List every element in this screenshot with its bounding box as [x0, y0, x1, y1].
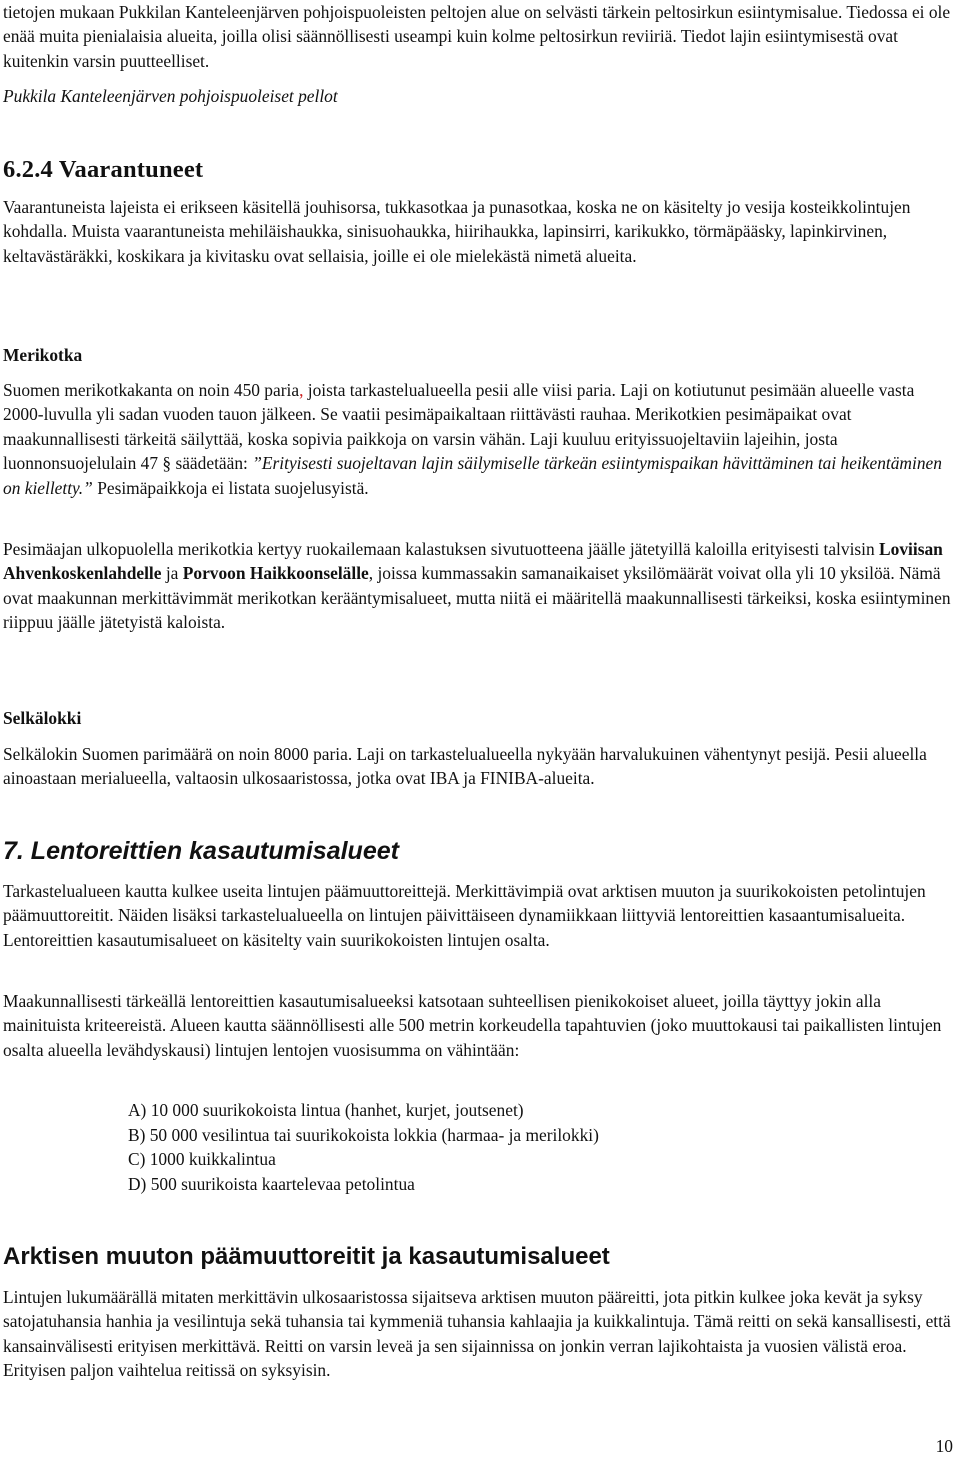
- merikotka-paragraph-1: [3, 378, 953, 500]
- intro-paragraph: [3, 0, 953, 73]
- merikotka-text-2: [3, 537, 953, 635]
- list-item: D) 500 suurikoista kaartelevaa petolintua: [128, 1173, 415, 1194]
- list-item: A) 10 000 suurikokoista lintua (hanhet, kurjet, joutsenet): [128, 1100, 524, 1120]
- text-segment: Pesimäajan ulkopuolella merikotkia kertyy ruokailemaan kalastuksen sivutuotteena jäälle jätetyillä kaloilla erityisesti talvisin: [3, 539, 880, 559]
- selkalokki-heading: Selkälokki: [3, 708, 82, 728]
- text-segment: joista tarkastelualueella pesii alle viisi paria. Laji on kotiutunut pesimään alueelle vasta 2000-luvulla yli sadan vuoden tauon jälkeen. Se vaatii pesimäpaikaltaan riittävästi rauhaa. Merikotkien pesimäpaikat ovat maakunnallisesti tärkeitä säilyttää, koska sopivia paikkoja on varsin vähän. Laji kuuluu erityissuojeltaviin lajeihin, josta luonnonsuojelulain 47 § säädetään:: [3, 380, 915, 474]
- arktinen-paragraph: [3, 1285, 953, 1383]
- section-6-2-4-body: [3, 195, 953, 268]
- text-segment: Suomen merikotkakanta on noin 450 paria: [3, 380, 300, 400]
- text-segment: ja: [161, 563, 183, 584]
- section-heading: 6.2.4 Vaarantuneet: [3, 156, 204, 183]
- selkalokki-text: Selkälokin Suomen parimäärä on noin 8000 paria. Laji on tarkastelualueella nykyään harvalukuinen vähentynyt pesijä. Pesii alueella ainoastaan merialueella, valtaosin ulkosaaristossa, jotka ovat IBA ja FINIBA-alueita.: [3, 744, 927, 789]
- merikotka-text-1: [3, 378, 953, 500]
- text-segment: , joissa kummassakin samanaikaiset yksilömäärät voivat olla yli 10 yksilöä. Nämä ovat maakunnan merkittävimmät merikotkan kerääntymisalueet, mutta niitä ei määritellä maakunnallisesti tärkeiksi, koska esiintyminen riippuu jäälle jätetyistä kaloista.: [3, 563, 951, 633]
- red-comma: ,: [299, 380, 304, 400]
- place-highlight: Porvoon Haikkoonselälle: [182, 563, 369, 584]
- selkalokki-heading-block: [3, 706, 953, 730]
- arktinen-heading-block: [3, 1242, 953, 1272]
- intro-text: tietojen mukaan Pukkilan Kanteleenjärven pohjoispuoleisten peltojen alue on selvästi tärkein peltosirkun esiintymisalue. Tiedossa ei ole enää muita pienialaisia alueita, joilla olisi säännöllisesti useampi kuin kolme peltosirkun reviiriä. Tiedot lajin esiintymisestä ovat kuitenkin varsin puutteelliset.: [3, 2, 951, 71]
- criteria-list: [128, 1098, 928, 1196]
- section-7-text-2: Maakunnallisesti tärkeällä lentoreittien kasautumisalueeksi katsotaan suhteellisen pienikokoiset alueet, joilla täyttyy jokin alla mainituista kriteereistä. Alueen kautta säännöllisesti alle 500 metrin korkeudella tapahtuvien (joko muuttokausi tai paikallisten lintujen osalta alueella levähdyskausi) lintujen lentojen vuosisumma on vähintään:: [3, 991, 942, 1060]
- selkalokki-paragraph: [3, 742, 953, 791]
- merikotka-paragraph-2: [3, 537, 953, 635]
- place-caption: [3, 84, 953, 108]
- section-7-heading: 7. Lentoreittien kasautumisalueet: [3, 837, 399, 865]
- place-highlight: Loviisan Ahvenkoskenlahdelle: [3, 539, 943, 584]
- list-item: B) 50 000 vesilintua tai suurikokoista lokkia (harmaa- ja merilokki): [128, 1124, 599, 1145]
- section-7-paragraph-2: [3, 989, 953, 1062]
- merikotka-heading: Merikotka: [3, 345, 83, 365]
- list-item: C) 1000 kuikkalintua: [128, 1149, 276, 1170]
- page-number: 10: [935, 1436, 953, 1456]
- law-quote: ”Erityisesti suojeltavan lajin säilymiselle tärkeän esiintymispaikan hävittäminen tai heikentäminen on kielletty.”: [3, 453, 942, 498]
- text-segment: Pesimäpaikkoja ei listata suojelusyistä.: [92, 477, 369, 498]
- arktinen-text: Lintujen lukumäärällä mitaten merkittävin ulkosaaristossa sijaitseva arktisen muuton pääreitti, jota pitkin kulkee joka kevät ja syksy satojatuhansia hanhia ja vesilintuja sekä tuhansia tai kymmeniä tuhansia kahlaajia ja kuikkalintuja. Tämä reitti on sekä kansallisesti, että kansainvälisesti erityisen merkittävä. Reitti on varsin leveä ja sen sijainnissa on jonkin verran lajikohtaista ja vuosien välistä eroa. Erityisen paljon vaihtelua reitissä on syksyisin.: [3, 1287, 951, 1381]
- section-text: Vaarantuneista lajeista ei erikseen käsitellä jouhisorsa, tukkasotkaa ja punasotkaa, koska ne on käsitelty jo vesija kosteikkolintujen kohdalla. Muista vaarantuneista mehiläishaukka, sinisuohaukka, hiirihaukka, lapinsirri, karikukko, törmäpääsky, lapinkirvinen, keltavästäräkki, koskikara ja kivitasku ovat sellaisia, joille ei ole mielekästä nimetä alueita.: [3, 197, 911, 266]
- section-7-text-1: Tarkastelualueen kautta kulkee useita lintujen päämuuttoreittejä. Merkittävimpiä ovat arktisen muuton ja suurikokoisten petolintujen päämuuttoreitit. Näiden lisäksi tarkastelualueella on lintujen päivittäiseen dynamiikkaan liittyviä lentoreittien kasaantumisalueita. Lentoreittien kasautumisalueet on käsitelty vain suurikokoisten lintujen osalta.: [3, 881, 926, 950]
- place-name: Pukkila Kanteleenjärven pohjoispuoleiset pellot: [3, 86, 338, 106]
- section-7-paragraph-1: [3, 879, 953, 952]
- merikotka-heading-block: [3, 343, 953, 367]
- section-6-2-4: [3, 155, 953, 185]
- section-7-heading-block: [3, 836, 953, 866]
- arktinen-heading: Arktisen muuton päämuuttoreitit ja kasautumisalueet: [3, 1243, 610, 1270]
